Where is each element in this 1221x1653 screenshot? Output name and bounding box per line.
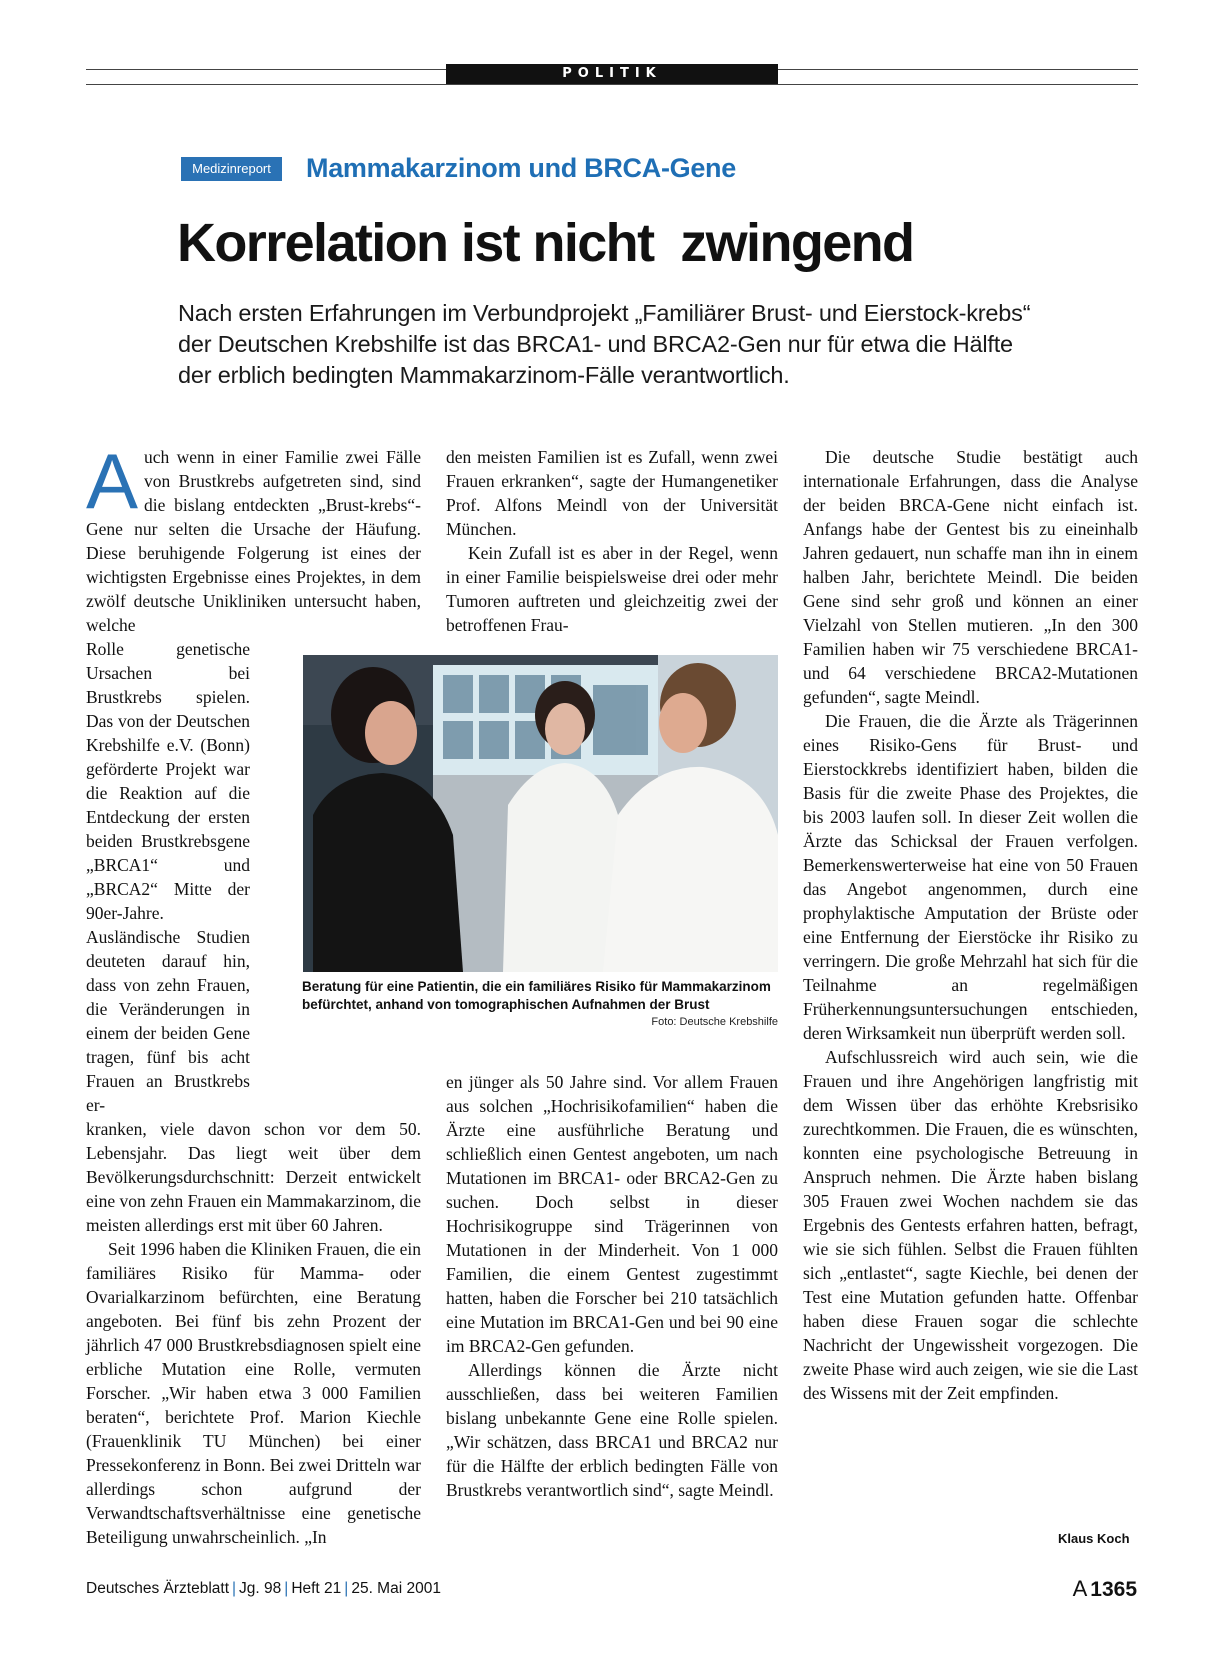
column-2-bottom (446, 1070, 778, 1502)
issue: Heft 21 (291, 1580, 342, 1597)
footer-separator: | (284, 1580, 289, 1597)
paragraph: Die Frauen, die die Ärzte als Trägerinnen eines Risiko-Gens für Brust- und Eierstockkrebs identifiziert haben, bilden die Basis für die zweite Phase des Projektes, die bis 2003 laufen soll. In dieser Zeit wollen die Ärzte das Schicksal der Frauen verfolgen. Bemerkenswerterweise hat eine von 50 Frauen das Angebot angenommen, durch eine prophylaktische Amputation der Brüste oder eine Entfernung der Eierstöcke ihr Risiko zu verringern. Die große Mehrzahl hat sich für die Teilnahme an regelmäßigen Früherkennungsuntersuchungen entschieden, deren Wirksamkeit nun überprüft werden soll. (803, 711, 1138, 1043)
footer-separator: | (232, 1580, 237, 1597)
paragraph: Kein Zufall ist es aber in der Regel, wenn in einer Familie beispielsweise drei oder mehr Tumoren auftreten und gleichzeitig zwei der betroffenen Frau- (446, 543, 778, 635)
headline: Korrelation ist nicht zwingend (177, 213, 914, 273)
paragraph: Aufschlussreich wird auch sein, wie die Frauen und ihre Angehörigen langfristig mit dem Wissen über das erhöhte Krebsrisiko zurechtkommen. Die Frauen, die es wünschten, konnten eine psychologische Betreuung in Anspruch nehmen. Die Ärzte haben bislang 305 Frauen zwei Wochen nachdem sie das Ergebnis des Gentests erfahren hatten, befragt, wie sie sich fühlen. Selbst die Frauen fühlten sich „entlastet“, sagte Kiechle, bei denen der Test eine Mutation gefunden hatte. Offenbar haben diese Frauen sogar die schlechte Nachricht der Ungewissheit vorgezogen. Die zweite Phase wird auch zeigen, wie sie die Last des Wissens mit der Zeit empfinden. (803, 1047, 1138, 1403)
column-3 (803, 445, 1138, 1405)
page-number-value: 1365 (1090, 1578, 1137, 1601)
drop-cap: A (86, 437, 139, 525)
author-byline: Klaus Koch (1058, 1531, 1130, 1546)
journal-name: Deutsches Ärzteblatt (86, 1580, 230, 1597)
page-prefix: A (1072, 1576, 1088, 1601)
footer-separator: | (344, 1580, 349, 1597)
page-number (1073, 1576, 1137, 1602)
header-rule-bottom (86, 84, 1138, 85)
lead-paragraph: Nach ersten Erfahrungen im Verbundprojekt „Familiärer Brust- und Eierstock-krebs“ der Deutschen Krebshilfe ist das BRCA1- und BRCA2-Gen nur für etwa die Hälfte der erblich bedingten Mammakarzinom-Fälle verantwortlich. (178, 300, 1031, 388)
paragraph: en jünger als 50 Jahre sind. Vor allem Frauen aus solchen „Hochrisikofamilien“ haben die Ärzte eine ausführliche Beratung und schließlich einen Gentest angeboten, um nach Mutationen im BRCA1- oder BRCA2-Gen zu suchen. Doch selbst in dieser Hochrisikogruppe sind Trägerinnen von Mutationen in der Minderheit. Von 1 000 Familien, die einem Gentest zugestimmt hatten, haben die Forscher bei 210 tatsächlich eine Mutation im BRCA1-Gen und bei 90 eine im BRCA2-Gen gefunden. (446, 1072, 778, 1356)
column-2-top (446, 445, 778, 637)
paragraph: Allerdings können die Ärzte nicht ausschließen, dass bei weiteren Familien bislang unbekannte Gene eine Rolle spielen. „Wir schätzen, dass BRCA1 und BRCA2 nur für die Hälfte der erblich bedingten Fälle von Brustkrebs verantwortlich sind“, sagte Meindl. (446, 1360, 778, 1500)
paragraph: kranken, viele davon schon vor dem 50. Lebensjahr. Das liegt weit über dem Bevölkerungsdurchschnitt: Derzeit entwickelt eine von zehn Frauen ein Mammakarzinom, die meisten allerdings erst mit über 60 Jahren. (86, 1119, 421, 1235)
photo-caption: Beratung für eine Patientin, die ein familiäres Risiko für Mammakarzinom befürchtet, anhand von tomographischen Aufnahmen der Brust (302, 979, 771, 1012)
paragraph: Die deutsche Studie bestätigt auch internationale Erfahrungen, dass die Analyse der beiden BRCA-Gene nicht einfach ist. Anfangs habe der Gentest bis zu eineinhalb Jahren gedauert, nun schaffe man ihn in einem halben Jahr, berichtete Meindl. Die beiden Gene sind sehr groß und können an einer Vielzahl von Stellen mutieren. „In den 300 Familien haben wir 75 verschiedene BRCA1- und 64 verschiedene BRCA2-Mutationen gefunden“, sagte Meindl. (803, 447, 1138, 707)
paragraph: Seit 1996 haben die Kliniken Frauen, die ein familiäres Risiko für Mamma- oder Ovarialkarzinom befürchten, eine Beratung angeboten. Bei fünf bis zehn Prozent der jährlich 47 000 Brustkrebsdiagnosen spielt eine erbliche Mutation eine Rolle, vermuten Forscher. „Wir haben etwa 3 000 Familien beraten“, berichtete Prof. Marion Kiechle (Frauenklinik TU München) bei einer Pressekonferenz in Bonn. Bei zwei Dritteln war allerdings schon aufgrund der Verwandtschaftsverhältnisse eine genetische Beteiligung unwahrscheinlich. „In (86, 1239, 421, 1547)
volume: Jg. 98 (239, 1580, 282, 1597)
section-label: POLITIK (446, 64, 778, 84)
paragraph-wrap-narrow: Rolle genetische Ursachen bei Brustkrebs spielen. Das von der Deutschen Krebshilfe e.V. (Bonn) geförderte Projekt war die Reaktion auf die Entdeckung der ersten beiden Brustkrebsgene „BRCA1“ und „BRCA2“ Mitte der 90er-Jahre. Ausländische Studien deuteten darauf hin, dass von zehn Frauen, die Veränderungen in einem der beiden Gene tragen, fünf bis acht Frauen an Brustkrebs er- (86, 639, 250, 1115)
paragraph: den meisten Familien ist es Zufall, wenn zwei Frauen erkranken“, sagte der Humangenetiker Prof. Alfons Meindl von der Universität München. (446, 447, 778, 539)
kicker-tag: Medizinreport (181, 157, 282, 181)
kicker: Mammakarzinom und BRCA-Gene (306, 153, 736, 183)
paragraph: uch wenn in einer Familie zwei Fälle von Brustkrebs aufgetreten sind, sind die bislang entdeckten „Brust-krebs“-Gene nur selten die Ursache der Häufung. Diese beruhigende Folgerung ist eines der wichtigsten Ergebnisse eines Projektes, in dem zwölf deutsche Unikliniken untersucht haben, welche (86, 447, 421, 635)
issue-date: 25. Mai 2001 (351, 1580, 441, 1597)
article-photo (303, 655, 778, 972)
photo-credit: Foto: Deutsche Krebshilfe (651, 1016, 778, 1028)
footer (86, 1580, 441, 1598)
